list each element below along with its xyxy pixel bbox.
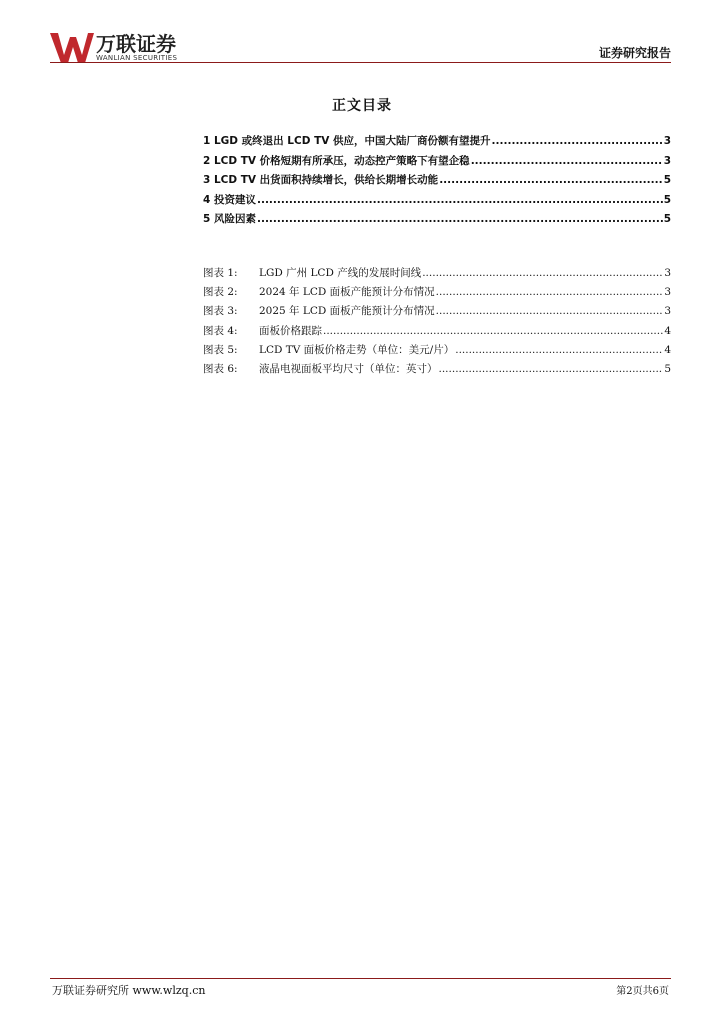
figure-page: 4 <box>664 324 671 337</box>
report-type-label: 证券研究报告 <box>598 46 671 60</box>
toc-entry-page: 5 <box>663 174 671 186</box>
figure-title: 2025 年 LCD 面板产能预计分布情况 <box>259 305 435 318</box>
figure-leader-dots <box>436 286 664 298</box>
toc-entry-page: 3 <box>663 154 671 167</box>
figure-label: 图表 4: <box>203 324 238 337</box>
figure-label: 图表 6: <box>203 362 238 375</box>
figure-leader-dots <box>436 305 664 317</box>
figure-leader-dots <box>455 344 663 356</box>
figure-title: LGD 广州 LCD 产线的发展时间线 <box>259 267 422 279</box>
toc-entry[interactable] <box>203 192 671 212</box>
figure-leader-dots <box>323 325 663 337</box>
figure-title: 液晶电视面板平均尺寸（单位：英寸） <box>259 362 438 375</box>
figure-entry[interactable] <box>203 284 671 303</box>
footer-divider <box>50 978 671 979</box>
figure-label: 图表 3: <box>203 305 238 318</box>
figure-page: 3 <box>664 286 671 299</box>
figure-page: 5 <box>664 362 671 375</box>
toc-entry-page: 3 <box>663 135 671 147</box>
toc-entry[interactable] <box>203 172 671 192</box>
toc-leader-dots <box>257 213 663 225</box>
footer-institute: 万联证券研究所 www.wlzq.cn <box>52 984 206 997</box>
figure-title: 面板价格跟踪 <box>259 324 322 337</box>
toc-entry[interactable] <box>203 133 671 153</box>
figure-label: 图表 5: <box>203 343 238 356</box>
figure-entry[interactable] <box>203 342 671 361</box>
logo-chinese-name: 万联证券 <box>96 32 176 56</box>
logo-english-name: WANLIAN SECURITIES <box>96 54 178 62</box>
toc-leader-dots <box>492 135 663 147</box>
toc-entry[interactable] <box>203 211 671 231</box>
wanlian-logo-mark-icon <box>50 33 94 63</box>
toc-entry-page: 5 <box>663 213 671 225</box>
toc-entry-text: 4 投资建议 <box>203 193 256 206</box>
toc-entry-text: 5 风险因素 <box>203 213 256 225</box>
toc-entry[interactable] <box>203 153 671 173</box>
toc-entry-text: 2 LCD TV 价格短期有所承压，动态控产策略下有望企稳 <box>203 154 470 167</box>
toc-leader-dots <box>439 174 663 186</box>
figure-leader-dots <box>439 363 664 375</box>
figure-entry[interactable] <box>203 361 671 380</box>
toc-entry-text: 3 LCD TV 出货面积持续增长，供给长期增长动能 <box>203 174 439 186</box>
toc-leader-dots <box>471 155 663 167</box>
header-divider <box>50 62 671 63</box>
toc-entry-text: 1 LGD 或终退出 LCD TV 供应，中国大陆厂商份额有望提升 <box>203 135 491 147</box>
figure-entry[interactable] <box>203 323 671 342</box>
figure-entry[interactable] <box>203 265 671 284</box>
figure-entry[interactable] <box>203 303 671 322</box>
figure-label: 图表 2: <box>203 286 238 299</box>
figure-list <box>203 265 671 380</box>
figure-page: 3 <box>664 305 671 318</box>
figure-title: LCD TV 面板价格走势（单位：美元/片） <box>259 343 455 356</box>
toc-entry-page: 5 <box>663 193 671 206</box>
figure-page: 4 <box>664 343 671 356</box>
toc-section-list <box>203 133 671 231</box>
toc-title: 正文目录 <box>332 98 392 114</box>
figure-leader-dots <box>422 267 663 279</box>
figure-title: 2024 年 LCD 面板产能预计分布情况 <box>259 286 435 299</box>
figure-label: 图表 1: <box>203 267 238 279</box>
figure-page: 3 <box>664 267 671 279</box>
company-logo <box>50 33 190 63</box>
toc-leader-dots <box>257 194 663 206</box>
footer-page-number: 第2页共6页 <box>616 986 669 997</box>
